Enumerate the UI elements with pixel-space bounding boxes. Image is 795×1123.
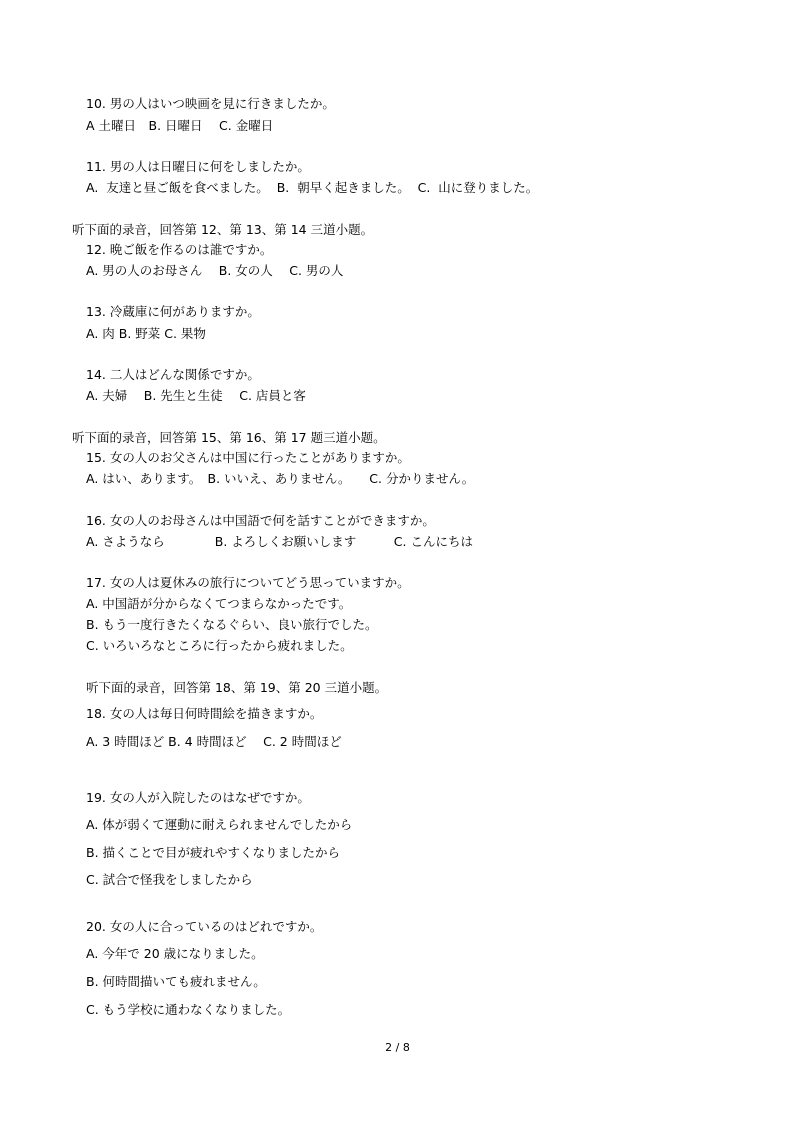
section-heading-12-14: 听下面的录音，回答第 12、第 13、第 14 三道小题。 (72, 222, 374, 237)
section-heading-15-17: 听下面的录音，回答第 15、第 16、第 17 题三道小题。 (72, 430, 386, 445)
question-12-options: A. 男の人のお母さん B. 女の人 C. 男の人 (86, 263, 344, 278)
question-10-text: 10. 男の人はいつ映画を見に行きましたか。 (86, 96, 335, 111)
question-18-options: A. 3 時間ほど B. 4 時間ほど C. 2 時間ほど (86, 734, 342, 749)
question-20-option-a: A. 今年で 20 歳になりました。 (86, 946, 264, 961)
question-17-text: 17. 女の人は夏休みの旅行についてどう思っていますか。 (86, 575, 410, 590)
question-16-options: A. さようなら B. よろしくお願いします C. こんにちは (86, 534, 473, 549)
question-14-text: 14. 二人はどんな関係ですか。 (86, 367, 260, 382)
question-18-text: 18. 女の人は毎日何時間絵を描きますか。 (86, 706, 323, 721)
question-12-text: 12. 晩ご飯を作るのは誰ですか。 (86, 242, 273, 257)
question-17-option-b: B. もう一度行きたくなるぐらい、良い旅行でした。 (86, 617, 378, 632)
question-20-text: 20. 女の人に合っているのはどれですか。 (86, 919, 323, 934)
page-number: 2 / 8 (385, 1041, 410, 1054)
question-17-option-a: A. 中国語が分からなくてつまらなかったです。 (86, 596, 352, 611)
question-16-text: 16. 女の人のお母さんは中国語で何を話すことができますか。 (86, 513, 435, 528)
question-13-text: 13. 冷蔵庫に何がありますか。 (86, 304, 260, 319)
question-19-option-a: A. 体が弱くて運動に耐えられませんでしたから (86, 817, 353, 832)
section-heading-18-20: 听下面的录音，回答第 18、第 19、第 20 三道小题。 (86, 680, 388, 695)
question-19-option-b: B. 描くことで目が疲れやすくなりましたから (86, 845, 341, 860)
question-13-options: A. 肉 B. 野菜 C. 果物 (86, 326, 206, 341)
question-20-option-c: C. もう学校に通わなくなりました。 (86, 1002, 291, 1017)
question-11-text: 11. 男の人は日曜日に何をしましたか。 (86, 159, 310, 174)
question-10-options: A 土曜日 B. 日曜日 C. 金曜日 (86, 118, 274, 133)
question-19-text: 19. 女の人が入院したのはなぜですか。 (86, 790, 310, 805)
question-20-option-b: B. 何時間描いても疲れません。 (86, 974, 266, 989)
question-17-option-c: C. いろいろなところに行ったから疲れました。 (86, 638, 353, 653)
question-19-option-c: C. 試合で怪我をしましたから (86, 872, 253, 887)
question-14-options: A. 夫婦 B. 先生と生徒 C. 店員と客 (86, 388, 306, 403)
question-11-options: A. 友達と昼ご飯を食べました。 B. 朝早く起きました。 C. 山に登りました。 (86, 180, 539, 195)
question-15-text: 15. 女の人のお父さんは中国に行ったことがありますか。 (86, 450, 410, 465)
question-15-options: A. はい、あります。 B. いいえ、ありません。 C. 分かりません。 (86, 471, 475, 486)
